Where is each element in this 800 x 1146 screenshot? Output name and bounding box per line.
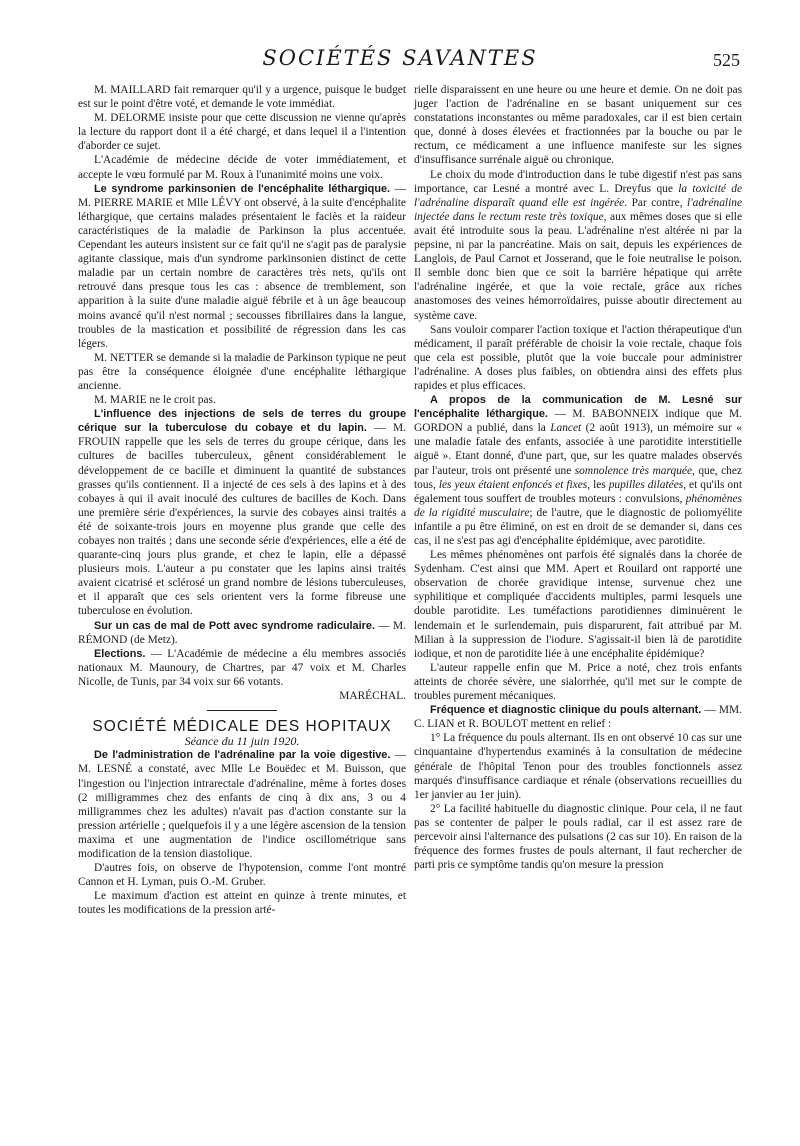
- session-date: Séance du 11 juin 1920.: [184, 734, 300, 749]
- section-heading: L'influence des injections de sels de terres du groupe cérique sur la tuberculose du cobaye et du lapin.: [78, 408, 406, 435]
- paragraph: M. MARIE ne le croit pas.: [94, 394, 216, 407]
- section-text: — L'Académie de médecine a élu membres associés nationaux M. Maunoury, de Chartres, par 47 voix et M. Charles Nicolle, de Tunis, par 34 voix sur 66 votants.: [78, 647, 406, 688]
- section-heading: A propos de la communication de M. Lesné sur l'encéphalite léthargique.: [414, 394, 742, 421]
- left-column: [78, 83, 406, 917]
- italic-text: Lancet: [550, 422, 582, 435]
- italic-text: l'adrénaline injectée dans le rectum reste très toxique: [414, 196, 742, 223]
- section-adrenaline: [78, 748, 406, 861]
- section-text: — M. PIERRE MARIE et Mlle LÉVY ont observé, à la suite d'encéphalite léthargique, que certains malades présentaient le faciès et la raideur caractéristiques de la maladie de Parkinson la plus accentuée. Cependant les auteurs insistent sur ce fait qu'il ne s'agit pas de paralysie agitante classique, mais d'un syndrome parkinsonien distinct de cette maladie par un certain nombre de caractères très nets, qu'ils ont retrouvé dans presque tous les cas : absence de tremblement, son apparition à la suite d'une maladie aiguë fébrile et à un âge beaucoup moins avancé qu'il n'est normal ; secousses fibrillaires dans la langue, troubles de la mastication et possibilité de régression dans les cas légers.: [78, 182, 406, 350]
- section-heading: Le syndrome parkinsonien de l'encéphalite léthargique.: [94, 182, 391, 195]
- signature: MARÉCHAL.: [339, 690, 406, 703]
- page-number: 525: [713, 50, 740, 70]
- italic-text: phénomènes de la rigidité musculaire: [414, 492, 742, 519]
- paragraph: 2° La facilité habituelle du diagnostic clinique. Pour cela, il ne faut pas se contenter de palper le pouls radial, car il est assez rare de percevoir ainsi l'alternance des pulsations (2 cas sur 10). En raison de la fréquence des formes frustes de pouls alternant, il faut rechercher de parti pris ce symptôme tandis qu'on mesure la pression: [414, 802, 742, 872]
- italic-text: somnolence très marquée: [574, 464, 692, 477]
- section-elections: [78, 647, 406, 689]
- society-title: SOCIÉTÉ MÉDICALE DES HOPITAUX: [92, 718, 392, 736]
- paragraph: M. NETTER se demande si la maladie de Parkinson typique ne peut pas être la conséquence éloignée d'une encéphalite léthargique ancienne.: [78, 351, 406, 392]
- right-column: [414, 83, 742, 872]
- section-parkinson: [78, 182, 406, 351]
- section-text: — M. RÉMOND (de Metz).: [78, 619, 406, 646]
- running-title: SOCIÉTÉS SAVANTES: [262, 46, 538, 70]
- paragraph: L'auteur rappelle enfin que M. Price a noté, chez trois enfants atteints de chorée sévère, une sialorrhée, qu'il met sur le compte de troubles purement mécaniques.: [414, 661, 742, 703]
- section-heading: De l'administration de l'adrénaline par la voie digestive.: [94, 749, 391, 762]
- page-header: [60, 42, 740, 76]
- section-pouls-alternant: [414, 703, 742, 731]
- paragraph: Le maximum d'action est atteint en quinze à trente minutes, et toutes les modifications de la pression arté-: [78, 890, 406, 917]
- paragraph: L'Académie de médecine décide de voter immédiatement, et accepte le vœu formulé par M. Roux à l'unanimité moins une voix.: [78, 154, 406, 181]
- paragraph: rielle disparaissent en une heure ou une heure et demie. On ne doit pas juger l'action de l'adrénaline en se basant uniquement sur ces constatations inconstantes ou même paradoxales, car il est bien certain que, donné à doses élevées et fractionnées par la bouche ou par le rectum, ce médicament a une influence manifeste sur les signes d'insuffisance surrénale aiguë ou chronique.: [414, 84, 742, 167]
- section-heading: Sur un cas de mal de Pott avec syndrome radiculaire.: [94, 619, 375, 632]
- section-text: — MM. C. LIAN et R. BOULOT mettent en relief :: [414, 704, 742, 731]
- paragraph: Les mêmes phénomènes ont parfois été signalés dans la chorée de Sydenham. C'est ainsi que MM. Apert et Rouilard ont rapporté une observation de chorée gravidique intense, survenue chez une syphilitique et compliquée d'accidents multiples, parmi lesquels une double parotidite. Les tuméfactions parotidiennes diminuèrent le lendemain et le surlendemain, puis disparurent, fait attribué par M. Milian à la suppression de l'iodure. S'agissait-il bien là de parotidite iodique, et non de parotidite liée à une encéphalite épidémique?: [414, 549, 742, 660]
- paragraph: M. MAILLARD fait remarquer qu'il y a urgence, puisque le budget est sur le point d'être voté, et demande le vote immédiat.: [78, 84, 406, 111]
- section-heading: Fréquence et diagnostic clinique du pouls alternant.: [430, 704, 702, 717]
- section-lesne-communication: A propos de la communication de M. Lesné sur l'encéphalite léthargique. — M. BABONNEIX indique que M. GORDON a publié, dans la Lancet (2 août 1913), un mémoire sur « une maladie fatale des enfants, associée à une parotidite interstitielle aiguë ». Etant donné, d'une part, que, sur les quatre malades observés par l'auteur, trois ont présenté une somnolence très marquée, que, chez tous, les yeux étaient enfoncés et fixes, les pupilles dilatées, et qu'ils ont également tous souffert de troubles moteurs : convulsions, phénomènes de la rigidité musculaire; de l'autre, que le diagnostic de poliomyélite infantile a pu être éliminé, on est en droit de se demander si, dans ces cas, il ne s'est pas agi d'encéphalite épidémique, avec parotidite.: [414, 394, 742, 547]
- separator-rule: [207, 710, 277, 711]
- paragraph: M. DELORME insiste pour que cette discussion ne vienne qu'après la lecture du rapport dont il a été chargé, et dans lequel il a l'intention d'aborder ce sujet.: [78, 112, 406, 153]
- paragraph: Sans vouloir comparer l'action toxique et l'action thérapeutique d'un médicament, il paraît préférable de choisir la voie rectale, chaque fois que cela est possible, plutôt que la voie buccale pour administrer l'adrénaline. A doses plus faibles, on obtiendra ainsi des effets plus rapides et plus efficaces.: [414, 323, 742, 392]
- paragraph: 1° La fréquence du pouls alternant. Ils en ont observé 10 cas sur une cinquantaine d'hypertendus examinés à la consultation de médecine générale de l'hôpital Tenon pour des troubles fonctionnels assez marqués d'insuffisance cardiaque et rénale (observations recueillies du 1er janvier au 1er juin).: [414, 732, 742, 801]
- italic-text: pupilles dilatées: [608, 478, 684, 491]
- italic-text: les yeux étaient enfoncés et fixes: [438, 478, 588, 491]
- section-text: — M. LESNÉ a constaté, avec Mlle Le Bouëdec et M. Buisson, que l'ingestion ou l'injection intrarectale d'adrénaline, même à fortes doses (2 milligrammes chez des enfants de cinq à dix ans, 3 ou 4 milligrammes chez les adultes) n'avait pas d'action constante sur la pression artérielle ; quelquefois il y a une légère ascension de la tension maxima et une augmentation de l'indice oscillométrique sans modification de la tension diastolique.: [78, 749, 406, 860]
- section-cerium-salts: [78, 407, 406, 618]
- section-text: — M. FROUIN rappelle que les sels de terres du groupe cérique, dans les cultures de bacilles tuberculeux, gênent considérablement le développement de ce bacille et diminuent la quantité de substances grasses qu'ils contiennent. Il a injecté de ces sels à des lapins et à des cobayes à qui il avait inoculé des cultures de bacilles de Koch. Dans une première série d'expériences, la survie des cobayes ainsi traités a été de soixante-trois jours en moyenne plus grande que celle des cobayes non traités ; dans une seconde série d'expériences, elle a été de quarante-cinq jours plus grande, et chez le lapin, elle a dépassé plusieurs mois. L'auteur a pu constater que les lapins ainsi traités avaient cicatrisé et sclérosé un grand nombre de lésions tuberculeuses, et il apparaît que ces sels orientent vers la forme fibreuse une tuberculose en évolution.: [78, 422, 407, 618]
- paragraph-digestive-route: Le choix du mode d'introduction dans le tube digestif n'est pas sans importance, car Lesné a montré avec L. Dreyfus que la toxicité de l'adrénaline disparaît quand elle est ingérée. Par contre, l'adrénaline injectée dans le rectum reste très toxique, aux mêmes doses que si elle avait été introduite sous la peau. L'adrénaline n'est altérée ni par la pepsine, ni par la pancréatine. Mais on sait, depuis les expériences de Langlois, de Paul Carnot et Josserand, que le foie neutralise le poison. Il semble donc bien que ce soit la barrière hépatique qui arrête l'adrénaline ingérée, et que la voie rectale, grâce aux riches anastomoses des veines hémorroïdaires, puisse aboutir directement au système cave.: [414, 168, 742, 322]
- paragraph: D'autres fois, on observe de l'hypotension, comme l'ont montré Cannon et H. Lyman, puis O.-M. Gruber.: [78, 862, 406, 889]
- italic-text: la toxicité de l'adrénaline disparaît quand elle est ingérée: [414, 182, 742, 209]
- section-pott: [78, 619, 406, 647]
- section-heading: Elections.: [94, 647, 146, 660]
